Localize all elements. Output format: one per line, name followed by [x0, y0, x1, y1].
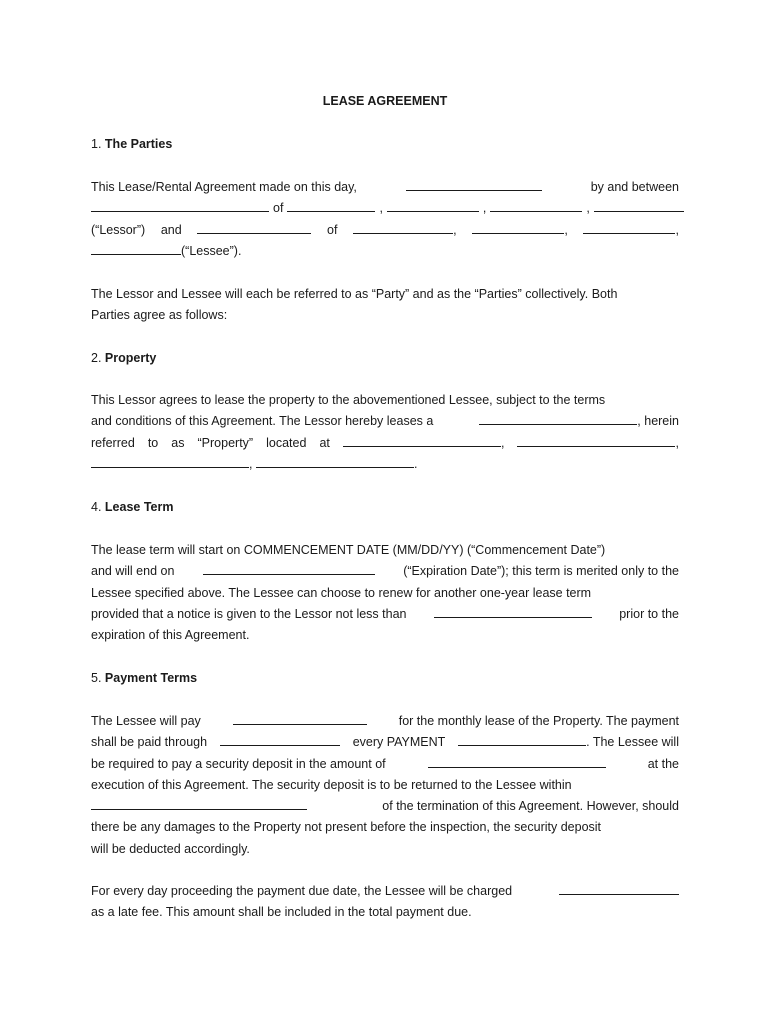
lessee-zip-blank[interactable]	[91, 242, 181, 255]
text: by and between	[590, 180, 679, 194]
property-line-4	[91, 454, 679, 475]
text-line: The Lessor and Lessee will each be referred to as “Party” and as the “Parties” collectively. Both	[91, 287, 618, 301]
text: of the termination of this Agreement. However, should	[382, 799, 679, 814]
text: every PAYMENT	[352, 735, 446, 750]
late-fee-line-1	[91, 881, 679, 902]
section-heading-payment-terms	[91, 671, 197, 685]
payment-line-5	[91, 796, 679, 817]
lessor-city-blank[interactable]	[387, 199, 479, 212]
parties-line-2	[91, 198, 679, 219]
text: This Lease/Rental Agreement made on this day,	[91, 180, 357, 194]
text-line: Lessee specified above. The Lessee can choose to renew for another one-year lease term	[91, 585, 592, 600]
text: as	[171, 435, 185, 450]
period: .	[413, 456, 418, 471]
lessee-address-blank[interactable]	[353, 221, 453, 234]
late-fee-paragraph	[91, 881, 679, 924]
text-line: Parties agree as follows:	[91, 308, 228, 323]
section-number: 5.	[91, 671, 102, 685]
text: prior to the	[619, 606, 679, 621]
payment-line-1	[91, 711, 679, 732]
text: to	[147, 435, 159, 450]
property-address-blank[interactable]	[343, 434, 501, 447]
text: referred	[91, 435, 135, 450]
date-blank[interactable]	[406, 178, 542, 191]
lease-term-paragraph	[91, 540, 679, 646]
text: of	[273, 201, 284, 216]
comma: ,	[500, 435, 505, 450]
parties-paragraph	[91, 177, 679, 262]
property-state-blank[interactable]	[91, 455, 249, 468]
property-type-blank[interactable]	[479, 412, 637, 425]
text: shall be paid through	[91, 735, 208, 750]
section-name: The Parties	[104, 137, 173, 151]
text: For every day proceeding the payment due date, the Lessee will be charged	[91, 884, 513, 898]
comma: ,	[586, 201, 590, 216]
comma: ,	[564, 222, 568, 237]
comma: ,	[379, 201, 383, 216]
document-title: LEASE AGREEMENT	[322, 94, 448, 108]
text-line: execution of this Agreement. The security deposit is to be returned to the Lessee within	[91, 777, 572, 792]
late-fee-blank[interactable]	[559, 882, 679, 895]
security-deposit-blank[interactable]	[428, 755, 606, 768]
expiration-date-blank[interactable]	[203, 562, 375, 575]
text: provided that a notice is given to the Lessor not less than	[91, 606, 407, 621]
property-zip-blank[interactable]	[256, 455, 414, 468]
text: located	[266, 435, 307, 450]
monthly-rent-blank[interactable]	[233, 712, 367, 725]
payment-frequency-blank[interactable]	[458, 733, 586, 746]
text: of	[327, 222, 338, 237]
text: and will end on	[91, 564, 175, 579]
section-name: Payment Terms	[104, 671, 198, 685]
text-line: there be any damages to the Property not present before the inspection, the security deposit	[91, 820, 602, 835]
lessee-state-blank[interactable]	[583, 221, 675, 234]
text: and	[160, 222, 182, 237]
text: The Lessee will pay	[91, 714, 201, 728]
parties-definition-paragraph	[91, 284, 679, 327]
lease-term-line-4	[91, 604, 679, 625]
section-heading-parties	[91, 137, 172, 151]
text-line: This Lessor agrees to lease the property to the abovementioned Lessee, subject to the terms	[91, 393, 606, 407]
lessor-state-blank[interactable]	[490, 199, 582, 212]
text: . The Lessee will	[586, 735, 679, 750]
lessee-name-blank[interactable]	[197, 221, 311, 234]
property-paragraph	[91, 390, 679, 475]
lessor-name-blank[interactable]	[91, 199, 269, 212]
comma: ,	[675, 222, 679, 237]
parties-line-4	[91, 241, 679, 262]
lessee-city-blank[interactable]	[472, 221, 564, 234]
deposit-return-period-blank[interactable]	[91, 797, 307, 810]
parties-line-3	[91, 220, 679, 241]
section-number: 2.	[91, 351, 102, 365]
section-heading-lease-term	[91, 500, 173, 514]
text: for the monthly lease of the Property. The payment	[398, 714, 679, 728]
payment-line-2	[91, 732, 679, 753]
lease-term-line-2	[91, 561, 679, 582]
property-line-2	[91, 411, 679, 432]
text-line: expiration of this Agreement.	[91, 628, 250, 643]
comma: ,	[249, 456, 253, 471]
text-line: as a late fee. This amount shall be included in the total payment due.	[91, 905, 472, 920]
section-heading-property	[91, 351, 156, 365]
text: (“Lessee”).	[181, 243, 242, 258]
notice-period-blank[interactable]	[434, 605, 592, 618]
section-number: 4.	[91, 500, 102, 514]
text: (“Expiration Date”); this term is merited only to the	[403, 564, 679, 579]
section-number: 1.	[91, 137, 102, 151]
payment-line-3	[91, 754, 679, 775]
lessor-zip-blank[interactable]	[594, 199, 684, 212]
text: at the	[647, 756, 679, 771]
text: at	[319, 435, 330, 450]
text-line: The lease term will start on COMMENCEMENT DATE (MM/DD/YY) (“Commencement Date”)	[91, 543, 606, 557]
comma: ,	[675, 435, 679, 450]
property-line-3	[91, 433, 679, 454]
text: (“Lessor”)	[91, 222, 146, 237]
section-name: Property	[104, 351, 157, 365]
text: be required to pay a security deposit in the amount of	[91, 756, 386, 771]
comma: ,	[482, 201, 487, 216]
payment-terms-paragraph	[91, 711, 679, 860]
section-name: Lease Term	[104, 500, 174, 514]
text-line: will be deducted accordingly.	[91, 841, 250, 856]
comma: ,	[453, 222, 457, 237]
payment-method-blank[interactable]	[220, 733, 340, 746]
lessor-address-blank[interactable]	[287, 199, 375, 212]
parties-line-1	[91, 177, 679, 198]
property-city-blank[interactable]	[517, 434, 675, 447]
text: , herein	[637, 414, 679, 429]
text: and conditions of this Agreement. The Lessor hereby leases a	[91, 414, 434, 429]
text: “Property”	[197, 435, 254, 450]
